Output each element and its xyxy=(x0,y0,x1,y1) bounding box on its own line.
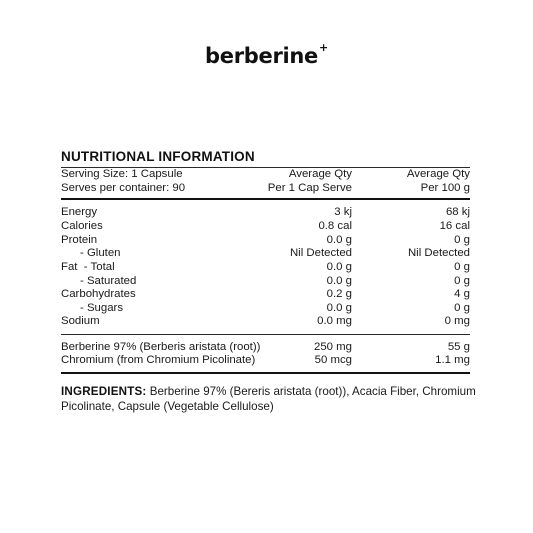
panel-bottom-rule xyxy=(61,372,470,374)
per-100g-heading: Average Qty xyxy=(406,168,470,180)
per-serve-subheading: Per 1 Cap Serve xyxy=(267,182,352,194)
serving-size: Serving Size: 1 Capsule xyxy=(61,168,183,180)
per-serve-value: 0.0 g xyxy=(326,234,352,246)
nutrient-name: - Gluten xyxy=(61,247,121,259)
ingredients-statement xyxy=(61,384,481,414)
nutrient-name: Carbohydrates xyxy=(61,288,136,300)
nutrient-row xyxy=(61,314,470,328)
per-100g-value: 16 cal xyxy=(439,220,470,232)
nutrient-row xyxy=(61,233,470,247)
nutrient-row xyxy=(61,274,470,288)
per-100g-value: 0 g xyxy=(454,261,470,273)
per-100g-value: 68 kj xyxy=(445,206,470,218)
per-100g-value: 0 g xyxy=(454,302,470,314)
ingredients-label: INGREDIENTS: xyxy=(61,385,147,398)
nutrient-name: - Saturated xyxy=(61,275,137,287)
per-serve-value: 0.0 g xyxy=(326,302,352,314)
nutrient-row xyxy=(61,301,470,315)
nutrient-name: - Sugars xyxy=(61,302,124,314)
brand-logo xyxy=(0,41,533,68)
panel-title: NUTRITIONAL INFORMATION xyxy=(61,149,255,164)
per-100g-value: 55 g xyxy=(447,341,470,353)
active-row xyxy=(61,353,470,367)
per-100g-value: 1.1 mg xyxy=(435,354,470,366)
active-name: Berberine 97% (Berberis aristata (root)) xyxy=(61,341,261,353)
per-serve-value: 0.0 g xyxy=(326,261,352,273)
per-100g-value: 0 mg xyxy=(444,315,470,327)
brand-name: berberine xyxy=(205,44,319,68)
active-row xyxy=(61,340,470,354)
per-100g-value: Nil Detected xyxy=(407,247,470,259)
nutrient-name: Protein xyxy=(61,234,98,246)
serves-per-container: Serves per container: 90 xyxy=(61,182,186,194)
nutrient-name: Fat - Total xyxy=(61,261,115,273)
per-serve-value: 0.0 g xyxy=(326,275,352,287)
active-name: Chromium (from Chromium Picolinate) xyxy=(61,354,256,366)
per-serve-heading: Average Qty xyxy=(288,168,352,180)
per-serve-value: 250 mg xyxy=(314,341,352,353)
per-serve-value: 3 kj xyxy=(334,206,352,218)
per-100g-value: 4 g xyxy=(454,288,470,300)
nutrient-name: Energy xyxy=(61,206,98,218)
nutrient-row xyxy=(61,287,470,301)
per-serve-value: 50 mcg xyxy=(314,354,352,366)
per-100g-value: 0 g xyxy=(454,275,470,287)
header-row xyxy=(61,167,470,181)
per-serve-value: 0.8 cal xyxy=(318,220,352,232)
nutrient-row xyxy=(61,219,470,233)
per-serve-value: 0.2 g xyxy=(326,288,352,300)
per-serve-value: Nil Detected xyxy=(289,247,352,259)
ingredients-text: Berberine 97% (Bereris aristata (root)), Acacia Fiber, Chromium Picolinate, Capsule (Vegetable Cellulose) xyxy=(61,385,476,413)
header-row xyxy=(61,181,470,195)
nutrient-name: Calories xyxy=(61,220,103,232)
section-rule xyxy=(61,334,470,335)
nutrient-row xyxy=(61,260,470,274)
per-serve-value: 0.0 mg xyxy=(317,315,352,327)
brand-plus-mark: + xyxy=(319,41,328,54)
nutrient-name: Sodium xyxy=(61,315,100,327)
header-rule xyxy=(61,198,470,200)
per-100g-value: 0 g xyxy=(454,234,470,246)
nutrient-row xyxy=(61,246,470,260)
nutrient-row xyxy=(61,205,470,219)
per-100g-subheading: Per 100 g xyxy=(420,182,470,194)
